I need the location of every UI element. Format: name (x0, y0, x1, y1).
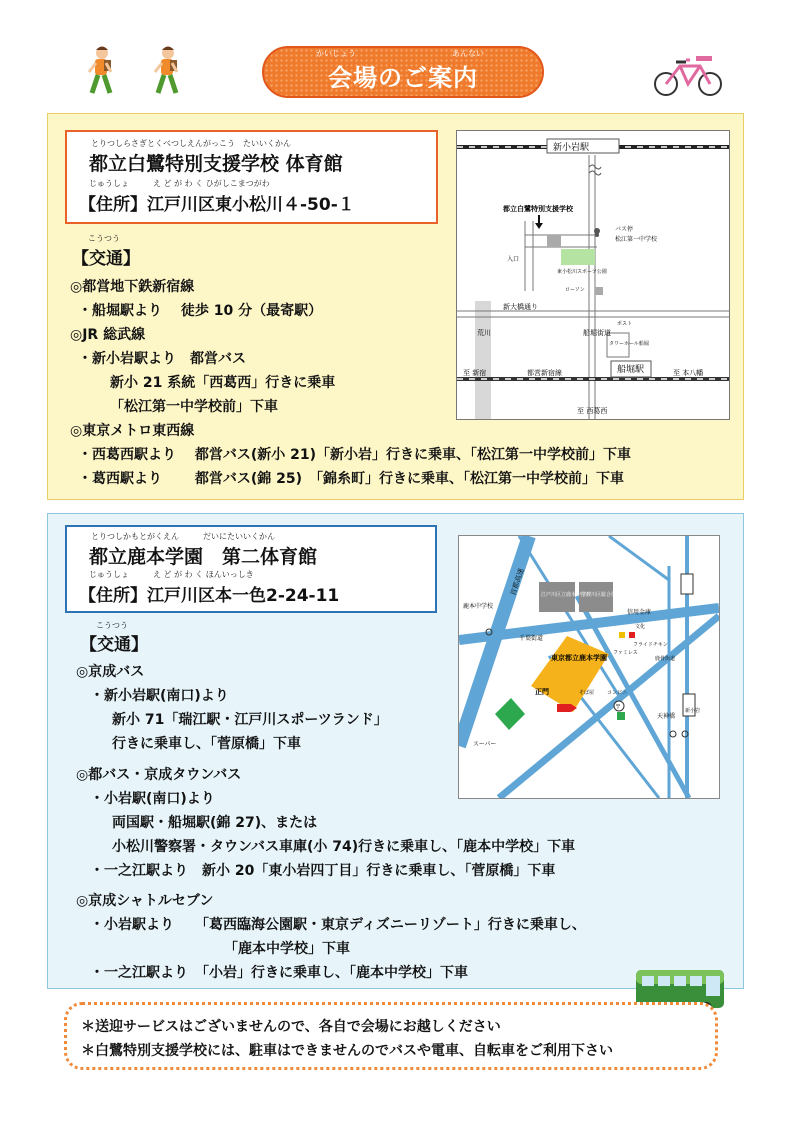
venue2-line: ◎京成バス (76, 664, 145, 680)
map1-funabori: 船堀駅 (617, 365, 645, 375)
map1-lawson: ローソン (565, 287, 585, 293)
map2-chiba-road: 千葉街道 (519, 635, 544, 642)
footer-notes (64, 1002, 718, 1070)
map2-family: ファミレス (613, 650, 638, 656)
venue1-line: ・新小岩駅より 都営バス (78, 351, 246, 367)
map2-gate: 正門 (535, 688, 549, 696)
map1-to-shinjuku: 至 新宿 (463, 369, 487, 377)
venue1-line: ・葛西駅より 都営バス(錦 25) 「錦糸町」行きに乗車、「松江第一中学校前」下車 (78, 471, 625, 487)
venue2-line: ◎都バス・京成タウンバス (76, 767, 242, 783)
venue2-line: ・新小岩駅(南口)より (90, 688, 229, 704)
map2-post-office: 〒 (615, 704, 622, 711)
map1-river: 荒川 (477, 329, 491, 337)
map2-supermarket: スーパー (473, 741, 497, 748)
map1-tower: タワーホール船堀 (609, 341, 649, 347)
map1-entrance: 入口 (507, 256, 520, 263)
map2-conv: コンビニ (607, 690, 628, 696)
venue2-transport-ruby: こうつう (96, 621, 128, 630)
map1-road1: 新大橋通り (503, 303, 538, 311)
bicycle-illustration (652, 52, 724, 98)
map1-road2: 船堀街道 (583, 329, 611, 337)
map1-station-top: 新小岩駅 (553, 143, 590, 153)
map2-ichinoe: 新小岩 (685, 708, 701, 714)
map2-ward-school: 江戸川区立鹿本中学校 (541, 592, 592, 598)
venue1-transport-heading: 【交通】 (72, 249, 140, 269)
map1-shinjuku-line: 都営新宿線 (527, 369, 562, 377)
venue2-transport-heading: 【交通】 (80, 635, 148, 655)
map1-bus-stop-name: 松江第一中学校 (615, 236, 658, 243)
venue1-line: ・船堀駅より 徒歩 10 分（最寄駅） (78, 303, 323, 319)
venue1-map (456, 130, 730, 420)
venue2-line: ・一之江駅より 新小 20「東小岩四丁目」行きに乗車し、「菅原橋」下車 (90, 863, 556, 879)
venue1-line: ◎東京メトロ東西線 (70, 423, 195, 439)
map1-to-motoyawata: 至 本八幡 (673, 369, 704, 377)
venue1-line: 新小 21 系統「西葛西」行きに乗車 (110, 375, 336, 391)
venue1-name: 都立白鷺特別支援学校 体育館 (89, 153, 343, 175)
venue2-line: ・小岩駅(南口)より (90, 791, 215, 807)
venue2-address: 【住所】江戸川区本一色2-24-11 (79, 586, 340, 606)
map2-shinkin: 信用金庫 (627, 609, 652, 616)
venue2-line: 小松川警察署・タウンバス車庫(小 74)行きに乗車し、「鹿本中学校」下車 (112, 839, 576, 855)
venue1-line: ◎JR 総武線 (70, 327, 146, 343)
map2-expressway: 首都高速 (509, 567, 526, 597)
venue2-name-ruby: とりつしかもとがくえん だいにたいいくかん (91, 532, 275, 541)
venue2-line: ・一之江駅より 「小岩」行きに乗車し、「鹿本中学校」下車 (90, 965, 468, 981)
venue1-name-ruby: とりつしらさぎとくべつしえんがっこう たいいくかん (91, 139, 291, 148)
page-title (262, 46, 544, 98)
venue1-line: ・西葛西駅より 都営バス(新小 21)「新小岩」行きに乗車、「松江第一中学校前」下車 (78, 447, 632, 463)
map2-fried: フライドチキン (633, 642, 668, 648)
venue1-line: ◎都営地下鉄新宿線 (70, 279, 195, 295)
walker-illustration-1 (82, 45, 118, 97)
map2-soba: そば屋 (579, 690, 595, 696)
footer-note-2: ＊白鷺特別支援学校には、駐車はできませんのでバスや電車、自転車をご利用下さい (81, 1043, 613, 1059)
venue2-line: ・小岩駅より 「葛西臨海公園駅・東京ディズニーリゾート」行きに乗車し、 (90, 917, 586, 933)
map1-park: 東小松川スポーツ公園 (557, 269, 607, 275)
venue1-address: 【住所】江戸川区東小松川４-50-１ (79, 195, 355, 215)
footer-note-1: ＊送迎サービスはございませんので、各自で会場にお越しください (81, 1019, 501, 1035)
venue2-line: 行きに乗車し、「菅原橋」下車 (112, 736, 301, 752)
venue2-map (458, 535, 720, 799)
venue2-address-ruby: じゅうしょ え ど が わ く ほんいっしき (89, 570, 254, 579)
venue1-name-box (65, 130, 438, 224)
map2-kamoto-jhs: 鹿本中学校 (463, 603, 494, 610)
walker-illustration-2 (148, 45, 184, 97)
venue1-transport-ruby: こうつう (88, 234, 120, 243)
map1-bus-stop: バス停 (615, 226, 634, 233)
venue2-name: 都立鹿本学園 第二体育館 (89, 546, 318, 568)
map2-school: 東京都立鹿本学園 (551, 654, 607, 662)
map1-post: ポスト (617, 321, 633, 327)
map2-gym: 江戸川区総合体育館 (581, 592, 627, 598)
venue1-address-ruby: じゅうしょ え ど が わ く ひがしこまつがわ (89, 179, 270, 188)
title-ruby-b: あんない (452, 49, 484, 58)
venue2-line: 両国駅・船堀駅(錦 27)、または (112, 815, 318, 831)
venue2-name-box (65, 525, 437, 613)
venue1-line: 「松江第一中学校前」下車 (110, 399, 278, 415)
title-ruby-a: かいじょう (316, 49, 356, 58)
map2-bunka: 文化 (635, 624, 646, 630)
map2-temple: 天神橋 (657, 713, 676, 720)
map1-to-nishikasai: 至 西葛西 (577, 407, 608, 415)
venue2-line: 新小 71「瑞江駅・江戸川スポーツランド」 (112, 712, 388, 728)
venue2-line: 「鹿本中学校」下車 (224, 941, 350, 957)
map2-kashiwa: 鹿骨街道 (655, 656, 676, 662)
venue2-line: ◎京成シャトルセブン (76, 893, 214, 909)
page-title-text: 会場のご案内 (328, 64, 478, 92)
map1-school: 都立白鷺特別支援学校 (503, 205, 573, 213)
